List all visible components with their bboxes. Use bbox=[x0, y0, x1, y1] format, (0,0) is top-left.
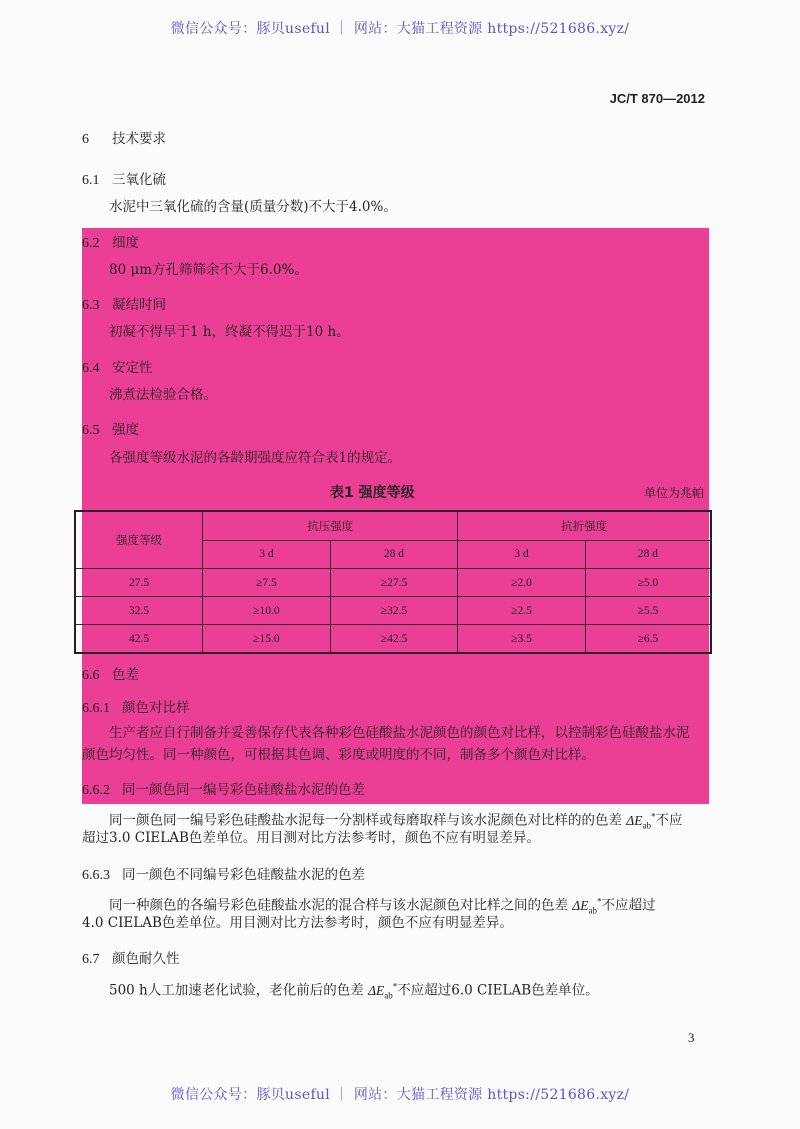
section-6-6-3-body-line2: 4.0 CIELAB色差单位。用目测对比方法参考时，颜色不应有明显差异。 bbox=[82, 915, 513, 931]
header-grade: 强度等级 bbox=[75, 511, 203, 569]
section-number: 6.5 bbox=[82, 423, 100, 438]
section-6-6-3-heading bbox=[82, 863, 365, 884]
table-cell: ≥6.5 bbox=[585, 625, 711, 654]
delta-e-symbol: $\Delta E_{ab}^*$ bbox=[572, 896, 602, 916]
section-6-6-1-body-line1: 生产者应自行制备并妥善保存代表各种彩色硅酸盐水泥颜色的颜色对比样，以控制彩色硅酸盐水泥 bbox=[109, 725, 690, 741]
section-6-3-heading bbox=[82, 293, 166, 314]
standard-code: JC/T 870—2012 bbox=[609, 91, 705, 106]
section-number: 6.7 bbox=[82, 952, 100, 967]
section-6-4-body: 沸煮法检验合格。 bbox=[109, 387, 217, 403]
section-title: 颜色对比样 bbox=[122, 700, 190, 716]
section-6-6-2-heading bbox=[82, 778, 365, 799]
section-title: 强度 bbox=[112, 422, 139, 438]
table-cell: 32.5 bbox=[75, 597, 203, 625]
text-segment: 不应超过 bbox=[601, 897, 656, 914]
table-title: 表1 强度等级 bbox=[330, 485, 415, 501]
text-segment: 不应 bbox=[655, 812, 683, 829]
table-cell: ≥27.5 bbox=[330, 569, 458, 597]
table-unit: 单位为兆帕 bbox=[643, 486, 704, 500]
section-title: 同一颜色同一编号彩色硅酸盐水泥的色差 bbox=[122, 782, 365, 798]
watermark-top: 微信公众号：豚贝useful ｜ 网站：大猫工程资源 https://521686.xyz/ bbox=[170, 21, 630, 37]
header-flexural-3d: 3 d bbox=[458, 540, 586, 569]
section-6-2-heading bbox=[82, 231, 139, 252]
section-number: 6.2 bbox=[82, 236, 100, 251]
header-flexural-28d: 28 d bbox=[585, 540, 711, 569]
section-6-3-body: 初凝不得早于1 h，终凝不得迟于10 h。 bbox=[109, 324, 350, 340]
header-flexural: 抗折强度 bbox=[458, 511, 711, 540]
text-segment: 同一颜色同一编号彩色硅酸盐水泥每一分割样或每磨取样与该水泥颜色对比样的的色差 bbox=[109, 812, 622, 829]
table-cell: ≥2.5 bbox=[458, 597, 586, 625]
section-6-7-body bbox=[109, 975, 599, 1006]
section-6-2-body: 80 μm方孔筛筛余不大于6.0%。 bbox=[109, 262, 308, 278]
section-6-1-body: 水泥中三氧化硫的含量(质量分数)不大于4.0%。 bbox=[109, 199, 397, 215]
text-segment: 同一种颜色的各编号彩色硅酸盐水泥的混合样与该水泥颜色对比样之间的色差 bbox=[109, 897, 568, 914]
section-6-4-heading bbox=[82, 356, 153, 377]
page-number: 3 bbox=[688, 1030, 695, 1045]
section-title: 三氧化硫 bbox=[112, 172, 166, 188]
section-title: 色差 bbox=[112, 667, 139, 683]
text-segment: 500 h人工加速老化试验，老化前后的色差 bbox=[109, 982, 364, 999]
delta-e-symbol: $\Delta E_{ab}^*$ bbox=[626, 811, 656, 831]
table-cell: ≥32.5 bbox=[330, 597, 458, 625]
section-6-heading bbox=[82, 127, 166, 148]
section-title: 凝结时间 bbox=[112, 297, 166, 313]
table-row bbox=[75, 569, 711, 597]
section-6-6-heading bbox=[82, 663, 139, 684]
table-cell: ≥15.0 bbox=[203, 625, 331, 654]
table-cell: 42.5 bbox=[75, 625, 203, 654]
table-header-row bbox=[75, 511, 711, 540]
section-6-6-1-body-line2: 颜色均匀性。同一种颜色，可根据其色调、彩度或明度的不同，制备多个颜色对比样。 bbox=[82, 747, 595, 763]
section-number: 6.6.1 bbox=[82, 701, 110, 716]
section-6-6-2-body-line2: 超过3.0 CIELAB色差单位。用目测对比方法参考时，颜色不应有明显差异。 bbox=[82, 830, 540, 846]
section-number: 6.4 bbox=[82, 361, 100, 376]
delta-e-symbol: $\Delta E_{ab}^*$ bbox=[368, 981, 398, 1001]
section-title: 技术要求 bbox=[112, 131, 166, 147]
section-number: 6.6.3 bbox=[82, 868, 110, 883]
section-number: 6 bbox=[82, 132, 89, 147]
section-title: 同一颜色不同编号彩色硅酸盐水泥的色差 bbox=[122, 867, 365, 883]
header-compressive-28d: 28 d bbox=[330, 540, 458, 569]
table-cell: ≥2.0 bbox=[458, 569, 586, 597]
table-cell: ≥42.5 bbox=[330, 625, 458, 654]
table-cell: ≥7.5 bbox=[203, 569, 331, 597]
table-cell: ≥5.0 bbox=[585, 569, 711, 597]
section-title: 安定性 bbox=[112, 360, 153, 376]
section-6-5-heading bbox=[82, 418, 139, 439]
section-number: 6.1 bbox=[82, 173, 100, 188]
table-cell: ≥3.5 bbox=[458, 625, 586, 654]
section-number: 6.6 bbox=[82, 668, 100, 683]
section-6-7-heading bbox=[82, 947, 180, 968]
table-cell: ≥5.5 bbox=[585, 597, 711, 625]
section-6-1-heading bbox=[82, 168, 166, 189]
header-compressive-3d: 3 d bbox=[203, 540, 331, 569]
header-compressive: 抗压强度 bbox=[203, 511, 458, 540]
section-6-5-body: 各强度等级水泥的各龄期强度应符合表1的规定。 bbox=[109, 450, 402, 466]
section-number: 6.6.2 bbox=[82, 783, 110, 798]
table-cell: 27.5 bbox=[75, 569, 203, 597]
section-6-6-1-heading bbox=[82, 696, 190, 717]
strength-grade-table bbox=[74, 510, 712, 654]
table-cell: ≥10.0 bbox=[203, 597, 331, 625]
watermark-bottom: 微信公众号：豚贝useful ｜ 网站：大猫工程资源 https://521686.xyz/ bbox=[170, 1087, 630, 1103]
section-title: 颜色耐久性 bbox=[112, 951, 180, 967]
section-number: 6.3 bbox=[82, 298, 100, 313]
table-row bbox=[75, 625, 711, 654]
text-segment: 不应超过6.0 CIELAB色差单位。 bbox=[397, 982, 599, 999]
table-row bbox=[75, 597, 711, 625]
section-title: 细度 bbox=[112, 235, 139, 251]
